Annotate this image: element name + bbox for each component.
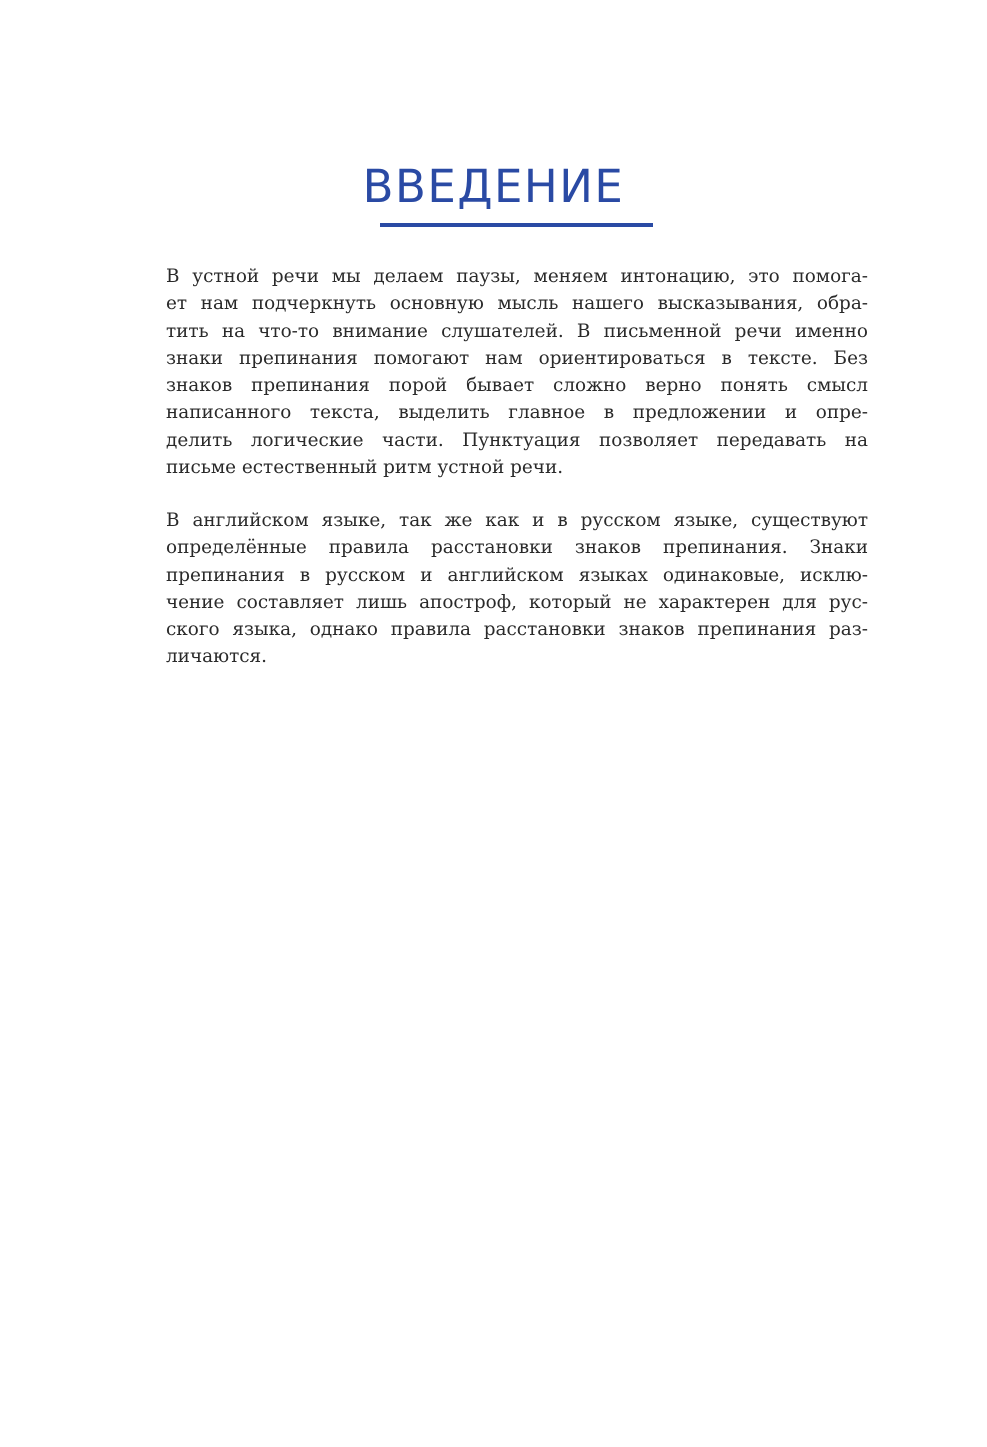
title-underline-divider	[380, 223, 653, 227]
paragraph-2	[166, 507, 868, 671]
page-title: ВВЕДЕНИЕ	[362, 160, 625, 213]
paragraph-line: чение составляет лишь апостроф, который не характерен для рус-	[166, 591, 868, 613]
paragraph-line: определённые правила расстановки знаков препинания. Знаки	[166, 537, 868, 559]
paragraph-1	[166, 263, 868, 481]
paragraph-line: знаки препинания помогают нам ориентироваться в тексте. Без	[166, 347, 868, 369]
paragraph-line: тить на что-то внимание слушателей. В письменной речи именно	[166, 320, 868, 342]
paragraph-line: В английском языке, так же как и в русском языке, существуют	[166, 510, 868, 531]
heading-container	[0, 157, 987, 217]
paragraph-line: знаков препинания порой бывает сложно верно понять смысл	[166, 375, 868, 397]
paragraph-line: препинания в русском и английском языках одинаковые, исклю-	[166, 564, 868, 586]
paragraph-line: ет нам подчеркнуть основную мысль нашего высказывания, обра-	[166, 293, 868, 315]
paragraph-line: ского языка, однако правила расстановки знаков препинания раз-	[166, 619, 868, 641]
paragraph-line: личаются.	[166, 646, 267, 668]
paragraph-line: письме естественный ритм устной речи.	[166, 457, 564, 479]
paragraph-line: делить логические части. Пунктуация позволяет передавать на	[166, 429, 868, 451]
paragraph-line: В устной речи мы делаем паузы, меняем интонацию, это помога-	[166, 266, 868, 287]
paragraph-line: написанного текста, выделить главное в предложении и опре-	[166, 402, 868, 424]
